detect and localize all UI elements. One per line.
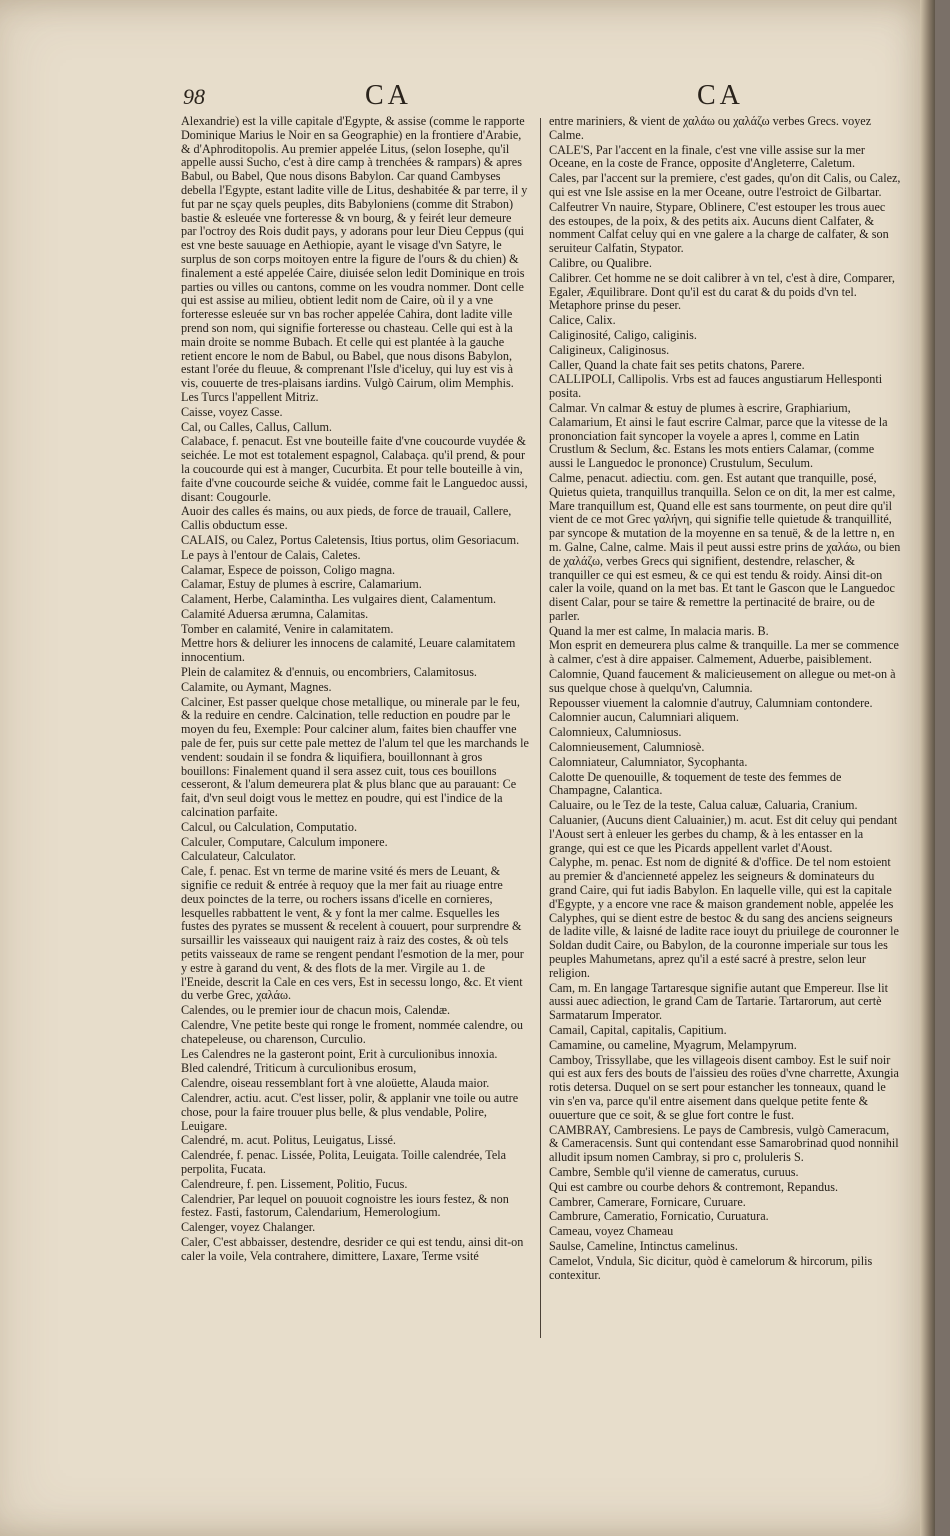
entry-caligineux: Caligineux, Caliginosus. <box>549 342 670 357</box>
entry-qui-est-cambre: Qui est cambre ou courbe dehors & contremont, Repandus. <box>549 1179 839 1194</box>
entry-cambrer: Cambrer, Camerare, Fornicare, Curuare. <box>549 1194 746 1209</box>
entry-calciner: Calciner, Est passer quelque chose metallique, ou minerale par le feu, & la reduire en cendre. Calcination, telle reduction en poudre par le moyen du feu, Exemple: Pour calciner alum, faites bien chauffer vne pale de fer, puis sur cette pale mettez de l'alum tel que les marchands le vendent: soudain il se fondra & liquifiera, bouillonnant à gros bouillons: Finalement quand il sera assez cuit, tous ces bouillons cesseront, & l'alum demeurera plat & plus blanc que au parauant: Ce fait, d'vn seul doigt vous le mettez en poudre, qui est l'indice de la calcination parfaite. <box>181 694 529 820</box>
entry-caire-continued: Alexandrie) est la ville capitale d'Egypte, & assise (comme le rapporte Dominique Marius le Noir en sa Geographie) en la frontiere d'Arabie, & d'Aphroditopolis. Au premier appelée Litus, (selon Iosephe, qu'il appelle aussi Sucho, c'est à dire camp à trenchées & rampars) & apres Babul, ou Babel, Que nous disons Babylon. Car quand Cambyses debella l'Egypte, estant ladite ville de Litus, deshabitée & par terre, il y fut par ne sçay quels peuples, dits Babyloniens (comme dit Strabon) bastie & esleuée vne forteresse & vn bourg, & y feirét leur demeure par l'octroy des Rois dudit pays, y adorans pour leur Dieu Ceppus (qui est vne beste sauuage en Aethiopie, ayant le visage d'vn Satyre, le surplus de son corps moitoyen entre la figure de l'ours & du chien) & finalement a esté appelée Caire, diuisée selon ledit Dominique en trois parties ou villes ou cantons, comme on les voudra nommer. Dont celle qui est assise au milieu, obtient ledit nom de Caire, où il y a vne forteresse esleuée sur vn bas rocher appelée Cahira, dont ladite ville prend son nom, qui signifie forteresse ou chasteau. Celle qui est à la main droite se nomme Bubach. Et celle qui est plantée à la gauche retient encore le nom de Babul, ou Babel, que nous disons Babylon, estant l'orée du fleuue, & comprenant l'Isle d'iceluy, qui luy est vis à vis, couuerte de tres-plaisans iardins. Vulgò Cairum, olim Memphis. Les Turcs l'appellent Mitriz. <box>181 114 528 404</box>
entry-calomniateur: Calomniateur, Calumniator, Sycophanta. <box>549 754 748 769</box>
entry-calotte: Calotte De quenouille, & toquement de teste des femmes de Champagne, Calantica. <box>549 769 842 798</box>
entry-calomnieusement: Calomnieusement, Calumniosè. <box>549 740 705 755</box>
entry-calendreure: Calendreure, f. pen. Lissement, Politio, Fucus. <box>181 1176 408 1191</box>
entry-calamar-poisson: Calamar, Espece de poisson, Coligo magna. <box>181 562 396 577</box>
entry-calme: Calme, penacut. adiectiu. com. gen. Est autant que tranquille, posé, Quietus quieta, tranquillus tranquilla. Selon ce on dit, la mer est calme, Mare tranquillum est, Quand elle est sans tourmente, on peut dire qu'il vient de ce mot Grec γαλήνη, qui signifie telle quietude & tranquillité, par syncope & mutation de la moyenne en sa tenuë, & de la lettre n, en m. Galne, Calne, calme. Mais il peut aussi estre prins de χαλάω, ou bien de χαλάζω, verbes Grecs qui signifient, destendre, relascher, & tranquiller ce qui est esmeu, & ce qui est tendu & roidy. Ainsi dit-on caler la voile, quand on la met bas. Et tant le Gascon que le Languedoc disent Calar, pour se taire & remettre la pertinacité de braire, ou de parler. <box>549 470 901 623</box>
entry-cambray: CAMBRAY, Cambresiens. Le pays de Cambresis, vulgò Cameracum, & Cameracensis. Sunt qui contendant esse Samarobrinad quod nonnihil alludit ipsum nomen Cambray, si pro c, proluleris S. <box>549 1122 899 1165</box>
entry-caisse: Caisse, voyez Casse. <box>181 404 283 419</box>
entry-caler: Caler, C'est abbaisser, destendre, desrider ce qui est tendu, ainsi dit-on caler la voile, Vela contrahere, dimittere, Laxare, Terme vsité <box>181 1234 524 1263</box>
entry-mon-esprit: Mon esprit en demeurera plus calme & tranquille. La mer se commence à calmer, c'est à dire appaiser. Calmement, Aduerbe, paisiblement. <box>549 638 899 667</box>
entry-plein-calamitez: Plein de calamitez & d'ennuis, ou encombriers, Calamitosus. <box>181 665 477 680</box>
entry-repousser: Repousser viuement la calomnie d'autruy, Calumniam contondere. <box>549 695 873 710</box>
entry-calmar: Calmar. Vn calmar & estuy de plumes à escrire, Graphiarium, Calamarium, Et ainsi le faut escrire Calmar, parce que la vitesse de la prononciation fait syncoper la voyele a apres l, comme en Latin Crustlum & Seclum, &c. Estans les mots entiers Calamar, (comme aussi le Languedoc le prononce) Crustulum, Seculum. <box>549 400 888 471</box>
entry-pays-calais: Le pays à l'entour de Calais, Caletes. <box>181 547 361 562</box>
entry-camelot: Camelot, Vndula, Sic dicitur, quòd è camelorum & hircorum, pilis contexitur. <box>549 1253 873 1282</box>
entry-bled-calendre: Bled calendré, Triticum à curculionibus erosum, <box>181 1061 417 1076</box>
page-edge <box>920 0 935 1536</box>
entry-mettre-hors: Mettre hors & deliurer les innocens de calamité, Leuare calamitatem innocentium. <box>181 636 516 665</box>
entry-calenger: Calenger, voyez Chalanger. <box>181 1220 316 1235</box>
entry-caluanier: Caluanier, (Aucuns dient Caluainier,) m. acut. Est dit celuy qui pendant l'Aoust sert à enleuer les gerbes du champ, & à les entasser en la grange, qui est ce que les Picards appellent varlet d'Aoust. <box>549 813 898 855</box>
entry-calendre-oiseau: Calendre, oiseau ressemblant fort à vne aloüette, Alauda maior. <box>181 1076 490 1091</box>
running-header-right: CA <box>697 80 744 111</box>
entry-quand-la-mer: Quand la mer est calme, In malacia maris. B. <box>549 623 769 638</box>
entry-les-calendres: Les Calendres ne la gasteront point, Erit à curculionibus innoxia. <box>181 1046 498 1061</box>
column-rule <box>540 118 541 1338</box>
entry-cambre: Cambre, Semble qu'il vienne de cameratus, curuus. <box>549 1164 799 1179</box>
entry-avoir-des-calles: Auoir des calles és mains, ou aux pieds, de force de trauail, Callere, Callis obductum esse. <box>181 504 512 533</box>
entry-tomber-calamite: Tomber en calamité, Venire in calamitatem. <box>181 621 394 636</box>
entry-calibrer: Calibrer. Cet homme ne se doit calibrer à vn tel, c'est à dire, Comparer, Egaler, Æquilibrare. Dont qu'il est du carat & du poids d'vn tel. Metaphore prinse du peser. <box>549 270 895 313</box>
entry-calamite-aduersa: Calamité Aduersa ærumna, Calamitas. <box>181 606 369 621</box>
entry-calyphe: Calyphe, m. penac. Est nom de dignité & d'office. De tel nom estoient au premier & d'ancienneté appelez les seigneurs & dominateurs du grand Caire, qui fut iadis Babylon. En laquelle ville, qui est la capitale d'Egypte, y a encore vne race & maison grandement noble, appelée les Calyphes, qui se dient estre de bestoc & du sang des anciens seigneurs de ladite ville, & laisné de ladite race iouyt du priuilege de couronner le Soldan dudit Caire, ou Babylon, de la couronne imperiale sur tous les peuples Mahumetans, aprez qu'il a esté sacré à prestre, selon leur religion. <box>549 855 899 980</box>
entry-calament: Calament, Herbe, Calamintha. Les vulgaires dient, Calamentum. <box>181 592 497 607</box>
entry-calomnier: Calomnier aucun, Calumniari aliquem. <box>549 710 739 725</box>
entry-calendree: Calendrée, f. penac. Lissée, Polita, Leuigata. Toille calendrée, Tela perpolita, Fucata. <box>181 1148 507 1176</box>
entry-calendre-beste: Calendre, Vne petite beste qui ronge le froment, nommée calendre, ou chatepeleuse, ou charenson, Curculio. <box>181 1018 523 1046</box>
entry-camamine: Camamine, ou cameline, Myagrum, Melampyrum. <box>549 1037 797 1052</box>
entry-cale: Cale, f. penac. Est vn terme de marine vsité és mers de Leuant, & signifie ce reduit & entrée à requoy que la mer fait au riuage entre deux poinctes de la terre, ou rochers issans d'icelle en cornieres, lesquelles rabbattent le vent, & y font la mer calme. Esquelles les fustes des pyrates se mussent & recelent à couuert, pour surprendre & sursaillir les vaisseaux qui nauigent raiz à raiz des costes, & où tels petits vaisseaux de rame se rengent pendant l'esmotion de la mer, pour y estre à garand du vent, & des flots de la mer. Virgile au 1. de l'Eneide, descrit la Cale en ces vers, Est in secessu longo, &c. Et vient du verbe Grec, χαλάω. <box>181 864 524 1003</box>
entry-calamar-estuy: Calamar, Estuy de plumes à escrire, Calamarium. <box>181 577 422 592</box>
entry-calculer: Calculer, Computare, Calculum imponere. <box>181 834 388 849</box>
entry-calendre-m: Calendré, m. acut. Politus, Leuigatus, Lissé. <box>181 1133 396 1148</box>
entry-callipoli: CALLIPOLI, Callipolis. Vrbs est ad fauces angustiarum Hellesponti posita. <box>549 372 883 401</box>
entry-camail: Camail, Capital, capitalis, Capitium. <box>549 1023 727 1037</box>
entry-calamite-aymant: Calamite, ou Aymant, Magnes. <box>181 679 332 694</box>
left-column <box>181 115 529 1265</box>
entry-calabace: Calabace, f. penacut. Est vne bouteille faite d'vne coucourde vuydée & seichée. Le mot est totalement espagnol, Calabaça. qu'il prend, & pour la coucourde qui est à manger, Cucurbita. Et pour telle bouteille à vin, faite d'vne coucourde seiche & vuidée, comme fait le Languedoc aussi, disant: Cougourle. <box>181 434 528 504</box>
right-column <box>549 115 901 1283</box>
entry-calibre: Calibre, ou Qualibre. <box>549 255 652 270</box>
entry-cambrure: Cambrure, Cameratio, Fornicatio, Curuatura. <box>549 1209 769 1224</box>
entry-calais: CALAIS, ou Calez, Portus Caletensis, Itius portus, olim Gesoriacum. <box>181 532 520 547</box>
entry-caller: Caller, Quand la chate fait ses petits chatons, Parere. <box>549 357 805 372</box>
entry-caler-continued: entre mariniers, & vient de χαλάω ou χαλάζω verbes Grecs. voyez Calme. <box>549 114 872 142</box>
entry-calice: Calice, Calix. <box>549 313 616 328</box>
entry-calendrier: Calendrier, Par lequel on pouuoit cognoistre les iours festez, & non festez. Fasti, fastorum, Calendarium, Hemerologium. <box>181 1191 509 1220</box>
entry-cales-ville: CALE'S, Par l'accent en la finale, c'est vne ville assise sur la mer Oceane, en la coste de France, opposite d'Angleterre, Caletum. <box>549 142 865 171</box>
entry-cal: Cal, ou Calles, Callus, Callum. <box>181 419 332 434</box>
running-header-left: CA <box>365 80 412 111</box>
entry-calomnieux: Calomnieux, Calumniosus. <box>549 725 682 740</box>
entry-caliginosite: Caliginosité, Caligo, caliginis. <box>549 327 697 342</box>
entry-calomnie: Calomnie, Quand faucement & malicieusement on allegue ou met-on à sus quelque chose à quelqu'vn, Calumnia. <box>549 667 896 695</box>
entry-caluaire: Caluaire, ou le Tez de la teste, Calua caluæ, Caluaria, Cranium. <box>549 798 858 813</box>
entry-saulse: Saulse, Cameline, Intinctus camelinus. <box>549 1238 738 1253</box>
entry-calendrer: Calendrer, actiu. acut. C'est lisser, polir, & applanir vne toile ou autre chose, pour la faire trouuer plus belle, & plus vendable, Polire, Leuigare. <box>181 1090 519 1133</box>
entry-cam: Cam, m. En langage Tartaresque signifie autant que Empereur. Ilse lit aussi auec adiection, le grand Cam de Tartarie. Tartarorum, aut certè Sarmatarum Imperator. <box>549 980 889 1023</box>
entry-calfeutrer: Calfeutrer Vn nauire, Stypare, Oblinere, C'est estouper les trous auec des estoupes, de la poix, & des petits aix. Aucuns dient Calfater, & nomment Calfat celuy qui en vne galere a la charge de calfater, & son seruiteur Calfatin, Stypator. <box>549 199 889 256</box>
entry-calculateur: Calculateur, Calculator. <box>181 849 296 864</box>
entry-cameau: Cameau, voyez Chameau <box>549 1224 674 1239</box>
entry-cales-isle: Cales, par l'accent sur la premiere, c'est gades, qu'on dit Calis, ou Calez, qui est vne Isle assise en la mer Oceane, outre l'estroict de Gilbartar. <box>549 171 901 199</box>
page-number: 98 <box>183 84 205 109</box>
entry-camboy: Camboy, Trissyllabe, que les villageois disent camboy. Est le suif noir qui est aux fers des bouts de l'aissieu des roües d'vne charrette, Axungia rotis detersa. Duquel on se sert pour estancher les tonneaux, quand le vin s'en va, parce qu'il entre aisement dans quelque petite fente & ouuerture que ce soit, & se glue fort contre le fust. <box>549 1052 899 1122</box>
entry-calendes: Calendes, ou le premier iour de chacun mois, Calendæ. <box>181 1003 451 1018</box>
entry-calcul: Calcul, ou Calculation, Computatio. <box>181 819 358 834</box>
